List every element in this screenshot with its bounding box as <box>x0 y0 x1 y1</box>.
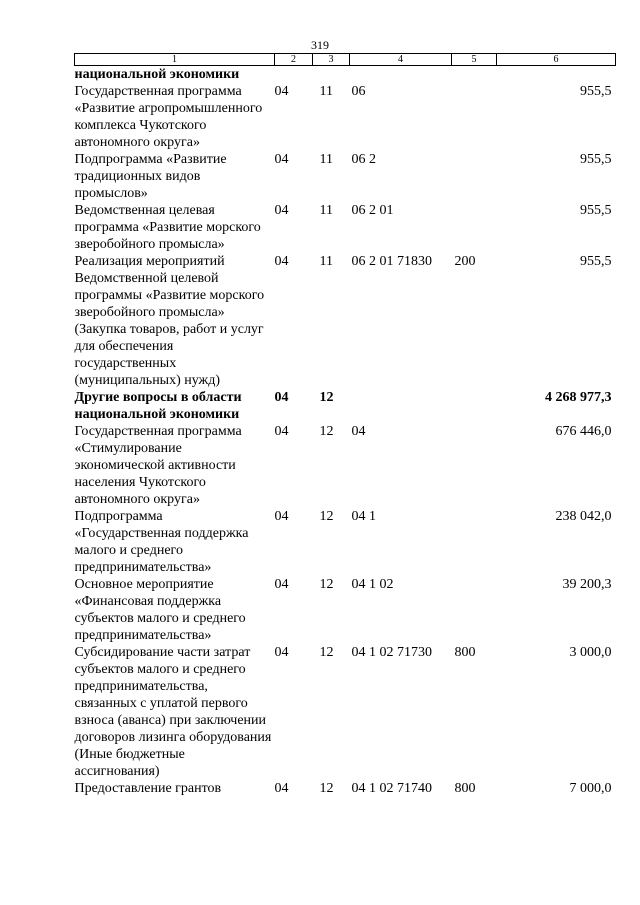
target-article-code <box>350 389 452 423</box>
table-row <box>75 644 616 780</box>
table-row <box>75 253 616 389</box>
row-name: Реализация мероприятий Ведомственной целевой программы «Развитие морского зверобойного промысла» (Закупка товаров, работ и услуг для обеспечения государственных (муниципальных) нужд) <box>74 254 265 388</box>
expense-type-code <box>452 83 497 151</box>
table-row <box>75 423 616 508</box>
target-article-code: 04 1 02 71740 <box>351 781 432 796</box>
row-name: Подпрограмма «Развитие традиционных видов промыслов» <box>74 152 227 201</box>
section-code: 04 <box>274 254 289 269</box>
amount: 955,5 <box>580 152 612 167</box>
row-name: Предоставление грантов <box>74 781 222 796</box>
section-code: 04 <box>274 390 289 405</box>
budget-table <box>74 53 616 797</box>
column-number: 5 <box>452 54 497 66</box>
expense-type-code <box>452 389 497 423</box>
expense-type-code: 200 <box>454 254 476 269</box>
subsection-code: 12 <box>319 781 334 796</box>
row-name: Другие вопросы в области национальной экономики <box>74 390 242 422</box>
subsection-code: 11 <box>319 84 333 99</box>
target-article-code: 06 2 01 <box>351 203 394 218</box>
table-row <box>75 389 616 423</box>
table-row <box>75 151 616 202</box>
expense-type-code <box>452 202 497 253</box>
target-article-code: 04 1 02 71730 <box>351 645 432 660</box>
expense-type-code: 800 <box>454 645 476 660</box>
target-article-code: 04 <box>351 424 366 439</box>
expense-type-code: 800 <box>454 781 476 796</box>
amount: 7 000,0 <box>569 781 612 796</box>
section-code: 04 <box>274 577 289 592</box>
row-name: Государственная программа «Стимулирование экономической активности населения Чукотского автономного округа» <box>74 424 242 507</box>
table-row <box>75 66 616 84</box>
amount: 4 268 977,3 <box>545 390 612 405</box>
column-number-header <box>75 54 616 66</box>
expense-type-code <box>452 423 497 508</box>
column-number: 1 <box>75 54 275 66</box>
section-code <box>275 66 313 84</box>
subsection-code: 12 <box>319 645 334 660</box>
expense-type-code <box>452 151 497 202</box>
row-name: Ведомственная целевая программа «Развитие морского зверобойного промысла» <box>74 203 261 252</box>
subsection-code: 12 <box>319 424 334 439</box>
expense-type-code <box>452 576 497 644</box>
target-article-code: 06 <box>351 84 366 99</box>
target-article-code: 04 1 02 <box>351 577 394 592</box>
table-row <box>75 780 616 797</box>
target-article-code: 04 1 <box>351 509 376 524</box>
section-code: 04 <box>274 781 289 796</box>
column-number: 4 <box>350 54 452 66</box>
table-row <box>75 576 616 644</box>
target-article-code: 06 2 01 71830 <box>351 254 432 269</box>
subsection-code <box>313 66 350 84</box>
table-row <box>75 83 616 151</box>
table-row <box>75 202 616 253</box>
amount: 39 200,3 <box>562 577 612 592</box>
section-code: 04 <box>274 645 289 660</box>
subsection-code: 11 <box>319 254 333 269</box>
amount: 955,5 <box>580 254 612 269</box>
subsection-code: 11 <box>319 203 333 218</box>
section-code: 04 <box>274 152 289 167</box>
section-code: 04 <box>274 203 289 218</box>
amount: 955,5 <box>580 203 612 218</box>
column-number: 3 <box>313 54 350 66</box>
column-number: 2 <box>275 54 313 66</box>
target-article-code <box>350 66 452 84</box>
row-name: Государственная программа «Развитие агропромышленного комплекса Чукотского автономного округа» <box>74 84 263 150</box>
row-name: Субсидирование части затрат субъектов малого и среднего предпринимательства, связанных с уплатой первого взноса (аванса) при заключении договоров лизинга оборудования (Иные бюджетные ассигнования) <box>74 645 272 779</box>
amount: 676 446,0 <box>555 424 612 439</box>
target-article-code: 06 2 <box>351 152 376 167</box>
expense-type-code <box>452 508 497 576</box>
subsection-code: 11 <box>319 152 333 167</box>
amount <box>497 66 616 84</box>
amount: 238 042,0 <box>555 509 612 524</box>
column-number: 6 <box>497 54 616 66</box>
subsection-code: 12 <box>319 509 334 524</box>
row-name: национальной экономики <box>74 67 240 82</box>
row-name: Основное мероприятие «Финансовая поддержка субъектов малого и среднего предпринимательства» <box>74 577 246 643</box>
section-code: 04 <box>274 509 289 524</box>
page-number: 319 <box>311 38 329 52</box>
subsection-code: 12 <box>319 390 334 405</box>
section-code: 04 <box>274 84 289 99</box>
table-row <box>75 508 616 576</box>
amount: 955,5 <box>580 84 612 99</box>
subsection-code: 12 <box>319 577 334 592</box>
section-code: 04 <box>274 424 289 439</box>
expense-type-code <box>452 66 497 84</box>
row-name: Подпрограмма «Государственная поддержка малого и среднего предпринимательства» <box>74 509 249 575</box>
amount: 3 000,0 <box>569 645 612 660</box>
